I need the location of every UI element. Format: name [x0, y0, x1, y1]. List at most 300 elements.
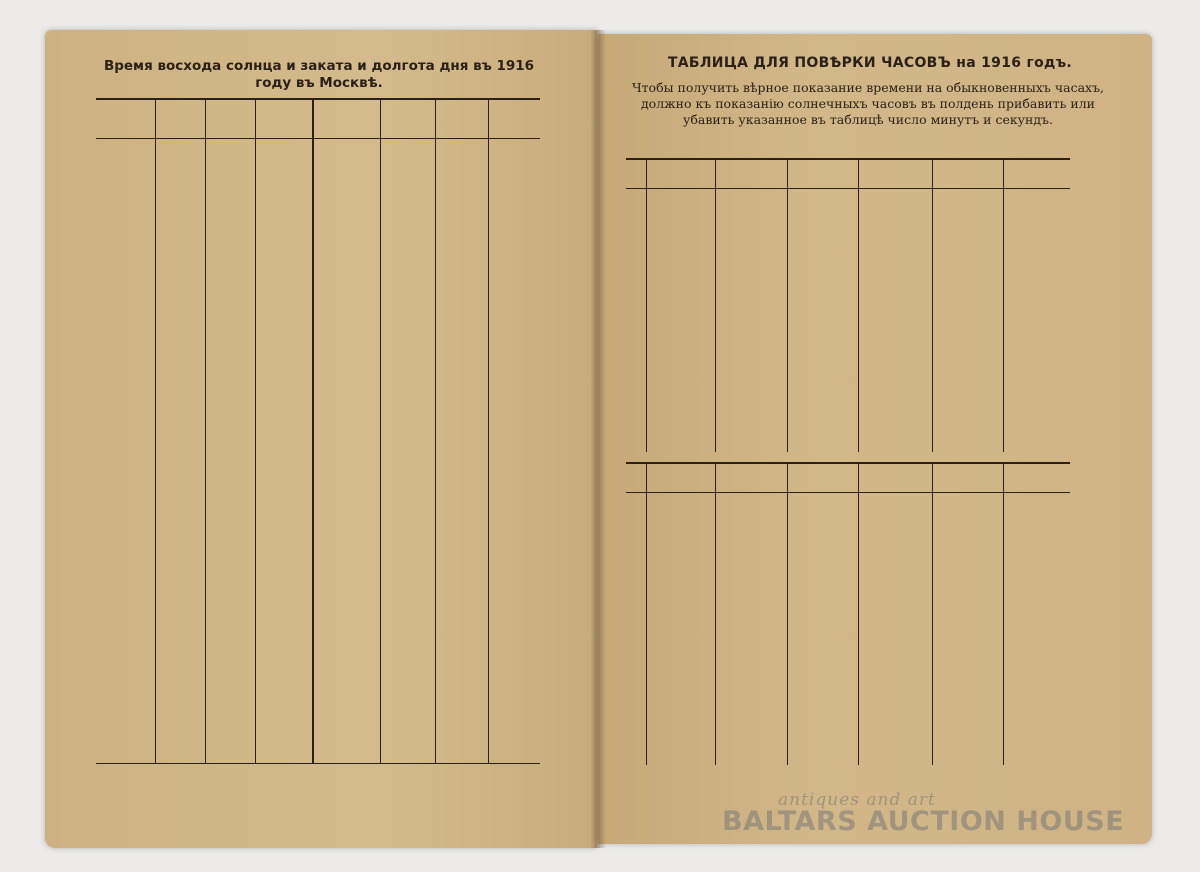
left-table-cell: [488, 173, 540, 188]
left-table-cell: [155, 348, 205, 363]
left-table-cell: [435, 670, 488, 685]
left-table-cell: [155, 758, 205, 773]
left-table-cell: [380, 436, 435, 451]
left-table-cell: [255, 699, 312, 714]
left-table-cell: [380, 392, 435, 407]
clock-table-day: [626, 542, 643, 557]
left-table-cell: [255, 436, 312, 451]
left-table-cell: [255, 582, 312, 597]
left-table-cell: [255, 509, 312, 524]
left-table-cell: [380, 524, 435, 539]
left-table-cell: [205, 568, 255, 583]
left-table-cell: [488, 758, 540, 773]
left-table-cell: [96, 363, 149, 378]
left-table-cell: [205, 714, 255, 729]
left-table-cell: [96, 304, 149, 319]
left-table-cell: [312, 714, 374, 729]
left-table-cell: [255, 363, 312, 378]
clock-table-day: [626, 660, 643, 675]
left-table-cell: [488, 304, 540, 319]
left-table-cell: [155, 743, 205, 758]
left-table-cell: [96, 553, 149, 568]
left-table-cell: [488, 260, 540, 275]
left-table-cell: [380, 480, 435, 495]
left-table-cell: [312, 260, 374, 275]
left-table-cell: [435, 260, 488, 275]
left-table-cell: [435, 685, 488, 700]
left-table-cell: [255, 729, 312, 744]
left-table-cell: [380, 670, 435, 685]
left-table-cell: [435, 743, 488, 758]
left-table-cell: [488, 699, 540, 714]
left-table-cell: [155, 582, 205, 597]
left-table-cell: [255, 392, 312, 407]
left-table-cell: [312, 451, 374, 466]
left-table-cell: [96, 714, 149, 729]
left-table-cell: [205, 158, 255, 173]
left-table-cell: [155, 538, 205, 553]
left-table-cell: [488, 377, 540, 392]
left-table-cell: [380, 363, 435, 378]
clock-table-day: [626, 527, 643, 542]
left-table-cell: [205, 655, 255, 670]
clock-table-day: [626, 297, 643, 312]
left-table-cell: [312, 758, 374, 773]
left-table-cell: [205, 538, 255, 553]
clock-table-day: [626, 252, 643, 267]
left-table-cell: [435, 334, 488, 349]
left-table-cell: [380, 202, 435, 217]
left-table-cell: [488, 729, 540, 744]
right-page: [598, 34, 1152, 844]
left-table-cell: [488, 494, 540, 509]
clock-table-day: [626, 341, 643, 356]
clock-table-day: [626, 704, 643, 719]
left-table-cell: [205, 743, 255, 758]
left-table-cell: [435, 714, 488, 729]
left-table-cell: [380, 714, 435, 729]
clock-table-day: [626, 601, 643, 616]
left-table-cell: [380, 655, 435, 670]
left-table-cell: [488, 319, 540, 334]
left-table-cell: [255, 480, 312, 495]
left-table-cell: [488, 421, 540, 436]
left-table-cell: [155, 465, 205, 480]
left-table-cell: [435, 421, 488, 436]
left-table-cell: [488, 451, 540, 466]
left-table-cell: [435, 465, 488, 480]
left-table-cell: [435, 480, 488, 495]
left-table-cell: [312, 612, 374, 627]
clock-table-col-divider: [858, 158, 859, 452]
left-table-cell: [380, 377, 435, 392]
left-table-cell: [488, 465, 540, 480]
left-table-cell: [155, 334, 205, 349]
left-table-cell: [255, 260, 312, 275]
left-table-cell: [312, 202, 374, 217]
left-table-cell: [96, 465, 149, 480]
left-table-cell: [488, 246, 540, 261]
clock-table-day: [626, 734, 643, 749]
clock-table-day: [626, 512, 643, 527]
clock-table-day: [626, 267, 643, 282]
left-table-cell: [435, 524, 488, 539]
left-table-cell: [155, 626, 205, 641]
left-table-cell: [96, 699, 149, 714]
left-table-cell: [96, 246, 149, 261]
clock-table-day: [626, 430, 643, 445]
left-table-cell: [435, 231, 488, 246]
left-table-cell: [155, 217, 205, 232]
left-table-cell: [255, 173, 312, 188]
left-table-cell: [255, 714, 312, 729]
left-table-cell: [96, 231, 149, 246]
left-table-cell: [205, 480, 255, 495]
left-table-cell: [488, 217, 540, 232]
left-table-cell: [96, 568, 149, 583]
left-table-cell: [155, 524, 205, 539]
left-table-cell: [255, 217, 312, 232]
left-table-cell: [380, 729, 435, 744]
left-table-cell: [205, 612, 255, 627]
left-table-cell: [205, 187, 255, 202]
left-table-cell: [96, 290, 149, 305]
left-table-cell: [435, 626, 488, 641]
left-table-cell: [255, 187, 312, 202]
left-table-cell: [155, 173, 205, 188]
left-table-cell: [488, 392, 540, 407]
left-table-cell: [435, 290, 488, 305]
left-table-cell: [380, 304, 435, 319]
left-table-cell: [312, 465, 374, 480]
left-table-cell: [205, 626, 255, 641]
watermark-brand: BALTARS AUCTION HOUSE: [722, 806, 1125, 837]
left-table-cell: [435, 729, 488, 744]
left-table-cell: [255, 553, 312, 568]
left-table-cell: [312, 699, 374, 714]
left-table-cell: [255, 641, 312, 656]
left-table-cell: [205, 173, 255, 188]
left-table-cell: [312, 187, 374, 202]
left-table-cell: [380, 597, 435, 612]
clock-table-col-divider: [715, 158, 716, 452]
left-table-cell: [205, 670, 255, 685]
left-table-cell: [255, 202, 312, 217]
left-table-cell: [488, 436, 540, 451]
left-table-cell: [255, 538, 312, 553]
left-table-cell: [205, 217, 255, 232]
left-table-cell: [312, 158, 374, 173]
left-table-cell: [488, 655, 540, 670]
left-table-cell: [96, 348, 149, 363]
left-table-cell: [312, 743, 374, 758]
left-table-cell: [488, 275, 540, 290]
left-table-cell: [312, 670, 374, 685]
left-table-cell: [488, 509, 540, 524]
left-table-cell: [255, 304, 312, 319]
left-table-cell: [312, 173, 374, 188]
left-table-cell: [435, 363, 488, 378]
left-table-cell: [488, 202, 540, 217]
left-table-cell: [312, 494, 374, 509]
left-table-cell: [380, 509, 435, 524]
left-table-cell: [312, 421, 374, 436]
clock-table-day: [626, 630, 643, 645]
left-table-cell: [488, 290, 540, 305]
left-table-cell: [205, 231, 255, 246]
left-table-cell: [435, 612, 488, 627]
left-table-cell: [255, 377, 312, 392]
left-table-cell: [380, 699, 435, 714]
left-table-cell: [96, 670, 149, 685]
clock-table-day: [626, 238, 643, 253]
left-table-cell: [155, 231, 205, 246]
left-table-cell: [155, 597, 205, 612]
left-table-cell: [96, 275, 149, 290]
clock-table-col-divider: [858, 462, 859, 765]
left-table-cell: [488, 334, 540, 349]
left-table-cell: [435, 348, 488, 363]
clock-table-col-divider: [1003, 158, 1004, 452]
left-table-cell: [96, 451, 149, 466]
left-table-cell: [205, 407, 255, 422]
left-table-cell: [155, 568, 205, 583]
left-table-cell: [380, 612, 435, 627]
left-table-cell: [488, 626, 540, 641]
left-table-cell: [380, 290, 435, 305]
left-table-cell: [312, 231, 374, 246]
left-table-cell: [205, 729, 255, 744]
left-table-cell: [205, 524, 255, 539]
left-table-cell: [205, 465, 255, 480]
left-table-cell: [205, 699, 255, 714]
left-table-cell: [380, 407, 435, 422]
clock-table-col-divider: [1003, 462, 1004, 765]
left-table-cell: [96, 436, 149, 451]
left-table-cell: [155, 670, 205, 685]
clock-table-day: [626, 371, 643, 386]
left-table-cell: [205, 451, 255, 466]
book-gutter: [590, 30, 606, 848]
left-table-cell: [155, 290, 205, 305]
clock-table-col-divider: [646, 462, 647, 765]
left-table-cell: [205, 436, 255, 451]
left-table-cell: [205, 392, 255, 407]
left-table-cell: [205, 597, 255, 612]
clock-table-col-divider: [646, 158, 647, 452]
left-table-cell: [488, 187, 540, 202]
left-table-cell: [255, 334, 312, 349]
left-table-cell: [380, 582, 435, 597]
left-table-cell: [488, 670, 540, 685]
left-table-cell: [155, 685, 205, 700]
clock-table-title: ТАБЛИЦА ДЛЯ ПОВѢРКИ ЧАСОВЪ на 1916 годъ.: [667, 55, 1073, 71]
left-table-cell: [312, 436, 374, 451]
left-table-cell: [155, 714, 205, 729]
left-table-cell: [488, 714, 540, 729]
left-table-cell: [96, 729, 149, 744]
clock-table-col-divider: [787, 158, 788, 452]
clock-table-day: [626, 690, 643, 705]
left-table-cell: [435, 655, 488, 670]
left-table-cell: [380, 685, 435, 700]
left-table-cell: [255, 319, 312, 334]
left-table-cell: [435, 509, 488, 524]
clock-table-day: [626, 208, 643, 223]
left-table-cell: [312, 246, 374, 261]
left-table-cell: [155, 304, 205, 319]
left-table-cell: [312, 685, 374, 700]
left-table-cell: [205, 202, 255, 217]
left-table-cell: [312, 480, 374, 495]
left-table-cell: [96, 202, 149, 217]
left-table-cell: [380, 275, 435, 290]
left-table-cell: [96, 421, 149, 436]
left-table-cell: [380, 465, 435, 480]
left-table-cell: [155, 494, 205, 509]
clock-table-col-divider: [787, 462, 788, 765]
clock-table-day: [626, 616, 643, 631]
left-table-cell: [488, 641, 540, 656]
left-table-cell: [435, 392, 488, 407]
left-table-cell: [435, 187, 488, 202]
left-table-cell: [155, 451, 205, 466]
left-table-cell: [488, 553, 540, 568]
left-table-cell: [255, 451, 312, 466]
left-table-cell: [435, 275, 488, 290]
left-table-cell: [205, 363, 255, 378]
left-table-cell: [255, 670, 312, 685]
left-table-cell: [155, 158, 205, 173]
left-table-cell: [96, 524, 149, 539]
left-table-cell: [155, 553, 205, 568]
left-table-cell: [205, 641, 255, 656]
left-table-cell: [312, 334, 374, 349]
left-table-cell: [96, 334, 149, 349]
clock-table-day: [626, 556, 643, 571]
left-table-cell: [205, 260, 255, 275]
left-table-cell: [205, 319, 255, 334]
left-table-cell: [435, 494, 488, 509]
left-table-cell: [155, 407, 205, 422]
left-table-cell: [435, 407, 488, 422]
left-table-cell: [155, 202, 205, 217]
sunrise-table-title: Время восхода солнца и заката и долгота дня въ 1916 году въ Москвѣ.: [103, 58, 535, 91]
left-table-cell: [435, 202, 488, 217]
left-table-cell: [312, 729, 374, 744]
left-table-cell: [255, 246, 312, 261]
left-table-cell: [380, 494, 435, 509]
left-table-cell: [155, 275, 205, 290]
clock-table-day: [626, 675, 643, 690]
left-table-cell: [488, 685, 540, 700]
left-table-cell: [155, 655, 205, 670]
left-table-cell: [155, 729, 205, 744]
left-table-cell: [255, 597, 312, 612]
left-table-cell: [96, 597, 149, 612]
left-table-cell: [312, 626, 374, 641]
left-table-cell: [380, 158, 435, 173]
left-table-cell: [488, 363, 540, 378]
left-table-cell: [205, 290, 255, 305]
left-table-cell: [155, 612, 205, 627]
left-table-cell: [488, 582, 540, 597]
left-table-cell: [380, 173, 435, 188]
left-table-cell: [96, 260, 149, 275]
left-table-cell: [312, 392, 374, 407]
left-table-cell: [155, 480, 205, 495]
left-table-cell: [205, 494, 255, 509]
left-table-cell: [205, 304, 255, 319]
left-table-cell: [488, 524, 540, 539]
clock-table-day: [626, 415, 643, 430]
left-table-cell: [435, 553, 488, 568]
left-table-cell: [488, 480, 540, 495]
left-table-cell: [380, 538, 435, 553]
left-table-cell: [96, 626, 149, 641]
left-table-cell: [380, 334, 435, 349]
left-table-cell: [435, 377, 488, 392]
left-table-cell: [488, 612, 540, 627]
left-table-cell: [312, 641, 374, 656]
left-table-cell: [435, 758, 488, 773]
left-table-cell: [96, 758, 149, 773]
left-table-cell: [312, 377, 374, 392]
clock-table-day: [626, 282, 643, 297]
left-table-cell: [312, 538, 374, 553]
left-table-cell: [380, 246, 435, 261]
left-table-cell: [155, 260, 205, 275]
clock-table-day: [626, 356, 643, 371]
left-table-cell: [380, 187, 435, 202]
left-table-cell: [312, 524, 374, 539]
left-table-cell: [205, 421, 255, 436]
left-table-cell: [155, 319, 205, 334]
left-table-cell: [255, 568, 312, 583]
left-table-cell: [96, 582, 149, 597]
left-table-cell: [205, 553, 255, 568]
left-table-cell: [380, 758, 435, 773]
left-table-cell: [155, 699, 205, 714]
left-table-cell: [312, 553, 374, 568]
clock-table-col-divider: [932, 462, 933, 765]
left-table-cell: [380, 319, 435, 334]
left-table-cell: [255, 231, 312, 246]
left-table-cell: [312, 597, 374, 612]
left-table-cell: [255, 465, 312, 480]
left-table-cell: [312, 582, 374, 597]
left-table-cell: [380, 626, 435, 641]
clock-table-day: [626, 571, 643, 586]
left-table-cell: [435, 699, 488, 714]
left-table-cell: [312, 304, 374, 319]
left-table-cell: [488, 231, 540, 246]
clock-table-intro: Чтобы получить вѣрное показание времени на обыкновенныхъ часахъ, должно къ показанію солнечныхъ часовъ въ полдень прибавить или убавить указанное въ таблицѣ число минутъ и секундъ.: [631, 80, 1104, 127]
left-table-cell: [312, 217, 374, 232]
left-table-cell: [255, 655, 312, 670]
left-table-cell: [205, 509, 255, 524]
left-table-cell: [488, 158, 540, 173]
left-table-cell: [312, 568, 374, 583]
left-table-cell: [435, 319, 488, 334]
left-table-cell: [488, 568, 540, 583]
left-table-cell: [155, 641, 205, 656]
left-table-cell: [96, 319, 149, 334]
left-table-cell: [205, 246, 255, 261]
left-table-cell: [96, 509, 149, 524]
left-table-cell: [255, 494, 312, 509]
left-table-cell: [380, 553, 435, 568]
